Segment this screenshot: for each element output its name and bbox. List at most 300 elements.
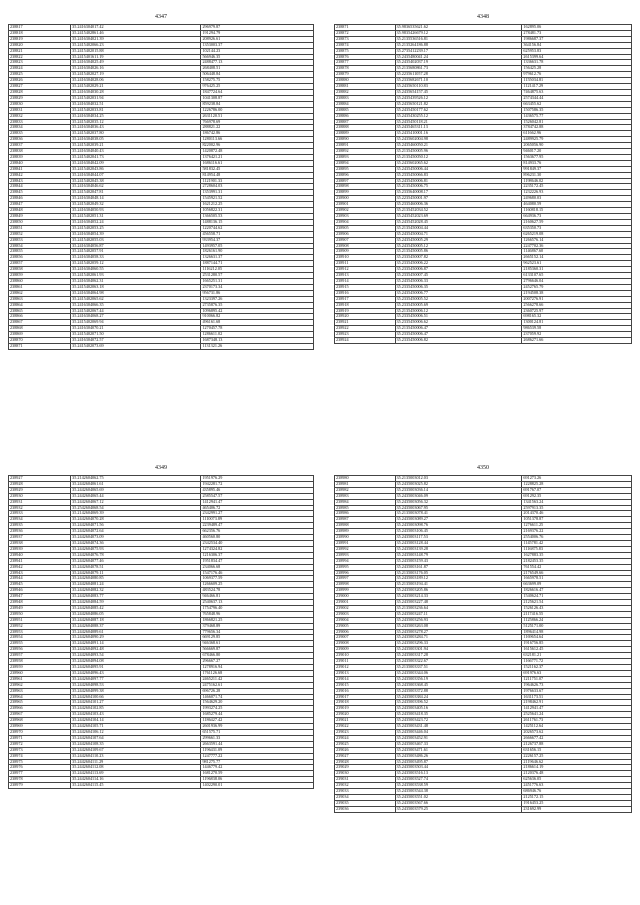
coordinate-cell: 35.2435003159.43	[395, 558, 522, 564]
row-id-cell: 238962	[9, 682, 71, 688]
value-cell: 1198646.02	[522, 178, 632, 184]
coordinate-cell: 35.2442604071.56	[71, 523, 201, 529]
value-cell: 1916453.25	[522, 800, 632, 806]
value-cell: 1761126.68	[201, 670, 314, 676]
coordinate-cell: 35.2415402037.80	[71, 131, 201, 137]
row-id-cell: 239001	[335, 600, 396, 606]
row-id-cell: 238918	[335, 302, 396, 308]
row-id-cell: 238916	[335, 290, 396, 296]
value-cell: 299661.33	[201, 735, 314, 741]
coordinate-cell: 35.2442604075.93	[71, 546, 201, 552]
row-id-cell: 238936	[9, 529, 71, 535]
coordinate-cell: 35.2435003544.38	[395, 789, 522, 795]
coordinate-cell: 35.2415402043.86	[71, 166, 201, 172]
row-id-cell: 239006	[335, 629, 396, 635]
coordinate-cell: 35.2442604109.67	[71, 747, 201, 753]
row-id-cell: 238866	[9, 314, 71, 320]
coordinate-cell: 35.2442604086.05	[71, 611, 201, 617]
row-id-cell: 238946	[9, 588, 71, 594]
coordinate-cell: 35.2442604065.44	[71, 493, 201, 499]
coordinate-cell: 35.2416304042.09	[71, 160, 201, 166]
coordinate-cell: 35.2435003098.76	[395, 523, 522, 529]
row-id-cell: 238878	[335, 66, 396, 72]
value-cell: 1226786.00	[201, 107, 314, 113]
coordinate-cell: 35.2415402035.12	[71, 119, 201, 125]
value-cell: 1121417.29	[522, 84, 632, 90]
value-cell: 1300124.81	[522, 320, 632, 326]
value-cell: 1247777.22	[201, 753, 314, 759]
coordinate-cell: 35.2415402063.18	[71, 284, 201, 290]
value-cell: 296667.27	[201, 659, 314, 665]
row-id-cell: 238958	[9, 659, 71, 665]
value-cell: 566946.35	[201, 54, 314, 60]
coordinate-cell: 35.2335450005.52	[395, 296, 522, 302]
row-id-cell: 238945	[9, 582, 71, 588]
row-id-cell: 238979	[9, 783, 71, 789]
coordinate-cell: 35.2416304054.39	[71, 231, 201, 237]
coordinate-cell: 35.2335450006.82	[395, 338, 522, 344]
coordinate-cell: 35.2442604112.08	[71, 765, 201, 771]
value-cell: 2125172.15	[522, 794, 632, 800]
value-cell: 2601936.99	[201, 724, 314, 730]
value-cell: 2014370.46	[522, 511, 632, 517]
row-id-cell: 238982	[335, 487, 396, 493]
row-id-cell: 238950	[9, 611, 71, 617]
row-id-cell: 238876	[335, 54, 396, 60]
value-cell: 1942281.72	[201, 481, 314, 487]
value-cell: 6133107.65	[522, 273, 632, 279]
value-cell: 102144.23	[201, 48, 314, 54]
row-id-cell: 239005	[335, 623, 396, 629]
row-id-cell: 238919	[335, 308, 396, 314]
coordinate-cell: 35.2416304040.43	[71, 149, 201, 155]
row-id-cell: 238882	[335, 89, 396, 95]
value-cell: 1326631.37	[201, 255, 314, 261]
coordinate-cell: 35.2135003176.05	[395, 570, 522, 576]
row-id-cell: 238837	[9, 143, 71, 149]
row-id-cell: 238893	[335, 154, 396, 160]
value-cell: 2126737.88	[522, 741, 632, 747]
coordinate-cell: 35.2435003495.87	[395, 759, 522, 765]
value-cell: 691273.26	[522, 476, 632, 482]
value-cell: 1116212.05	[201, 267, 314, 273]
row-id-cell: 238887	[335, 119, 396, 125]
value-cell: 2182453.35	[522, 558, 632, 564]
value-cell: 2007276.91	[522, 296, 632, 302]
coordinate-cell: 35.2435480041.24	[395, 54, 522, 60]
value-cell: 979612.76	[522, 72, 632, 78]
coordinate-cell: 35.2415402067.44	[71, 308, 201, 314]
row-id-cell: 238963	[9, 688, 71, 694]
coordinate-cell: 35.2435450006.33	[395, 278, 522, 284]
value-cell: 1425112.64	[522, 724, 632, 730]
coordinate-cell: 35.2435450005.12	[395, 243, 522, 249]
coordinate-cell: 35.2335450006.22	[395, 261, 522, 267]
value-cell: 2525641.24	[522, 712, 632, 718]
value-cell: 2185360.31	[522, 267, 632, 273]
value-cell: 1276611.25	[522, 523, 632, 529]
value-cell: 2117416.55	[522, 611, 632, 617]
coordinate-cell: 35.2435003384.24	[395, 694, 522, 700]
coordinate-cell: 35.2435003396.52	[395, 700, 522, 706]
value-cell: 234066.68	[201, 564, 314, 570]
value-cell: 465406.72	[201, 505, 314, 511]
value-cell: 1402290.01	[201, 783, 314, 789]
value-cell: 1493957.05	[201, 243, 314, 249]
value-cell: 635350.73	[522, 225, 632, 231]
coordinate-cell: 35.2415402029.21	[71, 84, 201, 90]
value-cell: 2540637.13	[201, 600, 314, 606]
row-id-cell: 238838	[9, 149, 71, 155]
coordinate-cell: 35.2442604096.43	[71, 670, 201, 676]
value-cell: 1160818.15	[522, 208, 632, 214]
value-cell: 698165.32	[522, 314, 632, 320]
row-id-cell: 238889	[335, 131, 396, 137]
row-id-cell: 238973	[9, 747, 71, 753]
coordinate-cell: 35.2416304062.31	[71, 278, 201, 284]
value-cell: 1681270.59	[201, 771, 314, 777]
value-cell: 1041308.87	[201, 95, 314, 101]
row-id-cell: 238996	[335, 570, 396, 576]
value-cell: 2342534.40	[201, 540, 314, 546]
value-cell: 2119646.62	[522, 759, 632, 765]
table-panel-bottom-right	[334, 465, 632, 813]
coordinate-cell: 35.2142604069.39	[71, 511, 201, 517]
coordinate-cell: 35.2335450006.35	[395, 284, 522, 290]
coordinate-cell: 35.2442604082.32	[71, 588, 201, 594]
value-cell: 1278916.94	[201, 665, 314, 671]
value-cell: 1547176.46	[201, 570, 314, 576]
coordinate-cell: 35.2435003431.48	[395, 724, 522, 730]
value-cell: 859238.84	[201, 101, 314, 107]
row-id-cell: 239035	[335, 800, 396, 806]
coordinate-cell: 35.2442604107.64	[71, 735, 201, 741]
value-cell: 1266609.25	[201, 582, 314, 588]
value-cell: 1826616.47	[522, 588, 632, 594]
row-id-cell: 238859	[9, 273, 71, 279]
value-cell: 1353003.37	[201, 42, 314, 48]
value-cell: 976425.25	[201, 84, 314, 90]
row-id-cell: 239007	[335, 635, 396, 641]
coordinate-cell: 35.2335450007.45	[395, 273, 522, 279]
coordinate-cell: 35.2442604090.29	[71, 635, 201, 641]
coordinate-cell: 35.2435003067.95	[395, 505, 522, 511]
coordinate-cell: 35.2415402861.46	[71, 30, 201, 36]
value-cell: 1563677.95	[522, 154, 632, 160]
coordinate-cell: 35.2435003467.33	[395, 741, 522, 747]
value-cell: 1051378.87	[522, 517, 632, 523]
coordinate-cell: 35.2235450001.97	[395, 196, 522, 202]
value-cell: 1488136.15	[201, 219, 314, 225]
coordinate-cell: 35.2435003527.74	[395, 777, 522, 783]
row-id-cell: 238885	[335, 107, 396, 113]
value-cell: 566669.87	[201, 647, 314, 653]
row-id-cell: 238841	[9, 166, 71, 172]
coordinate-cell: 35.2435003423.72	[395, 718, 522, 724]
value-cell: 464080.59	[522, 202, 632, 208]
coordinate-cell: 35.2435003503.44	[395, 765, 522, 771]
value-cell: 237059.92	[522, 332, 632, 338]
coordinate-cell: 35.2442604099.38	[71, 688, 201, 694]
coordinate-cell: 35.2435003471.61	[395, 747, 522, 753]
value-cell: 1540624.71	[522, 594, 632, 600]
value-cell: 686946.76	[522, 789, 632, 795]
row-id-cell: 238932	[9, 505, 71, 511]
value-cell: 946368.61	[201, 641, 314, 647]
value-cell: 249680.03	[522, 196, 632, 202]
value-cell: 1526126.43	[522, 605, 632, 611]
coordinate-cell: 35.2415402031.94	[71, 95, 201, 101]
coordinate-cell: 35.2415402041.73	[71, 154, 201, 160]
coordinate-cell: 35.2442604087.18	[71, 617, 201, 623]
table-panel-top-left	[8, 14, 314, 350]
coordinate-cell: 35.2442604114.16	[71, 777, 201, 783]
coordinate-cell: 35.2435450004.71	[395, 231, 522, 237]
value-cell: 2247702.36	[522, 243, 632, 249]
coordinate-cell: 35.2435003405.16	[395, 706, 522, 712]
row-id-cell: 238847	[9, 202, 71, 208]
value-cell: 1665978.51	[522, 576, 632, 582]
coordinate-cell: 35.2442604072.64	[71, 529, 201, 535]
coordinate-cell: 35.2435003128.44	[395, 540, 522, 546]
coordinate-cell: 35.2416304058.33	[71, 255, 201, 261]
row-id-cell: 238988	[335, 523, 396, 529]
row-id-cell: 238897	[335, 178, 396, 184]
row-id-cell: 238846	[9, 196, 71, 202]
row-id-cell: 238911	[335, 261, 396, 267]
value-cell: 1125866.24	[522, 617, 632, 623]
coordinate-cell: 35.2442604078.51	[71, 564, 201, 570]
row-id-cell: 238949	[9, 605, 71, 611]
row-id-cell: 238828	[9, 89, 71, 95]
row-id-cell: 238998	[335, 582, 396, 588]
row-id-cell: 238935	[9, 523, 71, 529]
value-cell: 1110073.89	[201, 517, 314, 523]
row-id-cell: 238994	[335, 558, 396, 564]
value-cell: 1564629.20	[201, 700, 314, 706]
value-cell: 765848.96	[201, 611, 314, 617]
value-cell: 1270457.78	[201, 326, 314, 332]
value-cell: 2370173.34	[201, 284, 314, 290]
row-id-cell: 238833	[9, 119, 71, 125]
row-id-cell: 238823	[9, 60, 71, 66]
value-cell: 611662.96	[522, 131, 632, 137]
coordinate-cell: 35.2415402057.91	[71, 249, 201, 255]
value-cell: 1266576.14	[522, 237, 632, 243]
row-id-cell: 238956	[9, 647, 71, 653]
row-id-cell: 238940	[9, 552, 71, 558]
coordinate-cell: 35.2335450007.82	[395, 255, 522, 261]
coordinate-cell: 35.2135536516.81	[395, 36, 522, 42]
row-id-cell: 238969	[9, 724, 71, 730]
table-panel-bottom-left	[8, 465, 314, 789]
coordinate-cell: 35.2415402053.25	[71, 225, 201, 231]
value-cell: 1665251.31	[201, 278, 314, 284]
coordinate-cell: 35.2142604062.75	[71, 476, 201, 482]
table-title: 4348	[477, 14, 489, 20]
row-id-cell: 238892	[335, 149, 396, 155]
row-id-cell: 238943	[9, 570, 71, 576]
value-cell: 1336631.78	[522, 60, 632, 66]
value-cell: 761554.42	[522, 564, 632, 570]
value-cell: 1121901.33	[201, 178, 314, 184]
value-cell: 2666677.42	[522, 735, 632, 741]
row-id-cell: 238901	[335, 202, 396, 208]
row-id-cell: 238933	[9, 511, 71, 517]
value-cell: 231692.99	[522, 806, 632, 812]
value-cell: 1826161.90	[201, 249, 314, 255]
row-id-cell: 238877	[335, 60, 396, 66]
value-cell: 6265219.08	[522, 231, 632, 237]
row-id-cell: 238980	[335, 476, 396, 482]
row-id-cell: 238874	[335, 42, 396, 48]
row-id-cell: 238984	[335, 499, 396, 505]
row-id-cell: 238915	[335, 284, 396, 290]
row-id-cell: 238888	[335, 125, 396, 131]
value-cell: 2452765.79	[522, 284, 632, 290]
value-cell: 1353991.31	[201, 190, 314, 196]
coordinate-cell: 35.2135450006.47	[395, 326, 522, 332]
coordinate-cell: 35.2442604070.28	[71, 517, 201, 523]
value-cell: 1186427.42	[201, 718, 314, 724]
coordinate-cell: 35.2442604076.78	[71, 552, 201, 558]
value-cell: 2176549.66	[522, 570, 632, 576]
row-id-cell: 238880	[335, 78, 396, 84]
row-id-cell: 238990	[335, 535, 396, 541]
coordinate-cell: 35.2435450006.81	[395, 178, 522, 184]
coordinate-cell: 35.2442604103.43	[71, 712, 201, 718]
coordinate-cell: 35.2416304026.16	[71, 66, 201, 72]
coordinate-cell: 35.2442604110.23	[71, 753, 201, 759]
row-id-cell: 238953	[9, 629, 71, 635]
value-cell: 1951976.29	[201, 476, 314, 482]
value-cell: 1507586.35	[522, 107, 632, 113]
row-id-cell: 238991	[335, 540, 396, 546]
coordinate-cell: 35.2435650110.83	[395, 84, 522, 90]
value-cell: 2475162.61	[201, 682, 314, 688]
row-id-cell: 238858	[9, 267, 71, 273]
value-cell: 1169654.64	[522, 635, 632, 641]
coordinate-cell: 35.2335640008.17	[395, 190, 522, 196]
value-cell: 2160627.59	[522, 219, 632, 225]
coordinate-cell: 35.2435452023.69	[395, 214, 522, 220]
coordinate-cell: 35.2416304032.51	[71, 101, 201, 107]
coordinate-cell: 35.2135003236.64	[395, 605, 522, 611]
row-id-cell: 238999	[335, 588, 396, 594]
coordinate-cell: 35.2335460006.36	[395, 202, 522, 208]
table-row	[335, 338, 632, 344]
value-cell: 2489925.79	[522, 137, 632, 143]
coordinate-cell: 35.2435460050.21	[395, 143, 522, 149]
coordinate-cell: 35.2335450006.51	[395, 314, 522, 320]
coordinate-cell: 35.2442604092.48	[71, 647, 201, 653]
coordinate-cell: 35.2442604108.35	[71, 741, 201, 747]
coordinate-cell: 35.2415402045.38	[71, 178, 201, 184]
value-cell: 483524.78	[201, 588, 314, 594]
value-cell: 2169376.22	[522, 529, 632, 535]
row-id-cell: 238955	[9, 641, 71, 647]
coordinate-cell: 35.2416304046.62	[71, 184, 201, 190]
row-id-cell: 238851	[9, 225, 71, 231]
row-id-cell: 238987	[335, 517, 396, 523]
row-id-cell: 238875	[335, 48, 396, 54]
row-id-cell: 238817	[9, 25, 71, 31]
coordinate-cell: 35.2442604074.36	[71, 540, 201, 546]
coordinate-cell: 35.2435003161.87	[395, 564, 522, 570]
coordinate-cell: 35.2415402055.03	[71, 237, 201, 243]
value-cell: 1196431.09	[201, 747, 314, 753]
row-id-cell: 239004	[335, 617, 396, 623]
value-cell: 3784742.88	[522, 125, 632, 131]
row-id-cell: 238879	[335, 72, 396, 78]
row-id-cell: 238981	[335, 481, 396, 487]
row-id-cell: 238856	[9, 255, 71, 261]
table-row	[9, 783, 314, 789]
value-cell: 496161.68	[201, 320, 314, 326]
row-id-cell: 238854	[9, 243, 71, 249]
row-id-cell: 238886	[335, 113, 396, 119]
coordinate-cell: 35.2435450006.77	[395, 290, 522, 296]
value-cell: 1412941.47	[522, 706, 632, 712]
value-cell: 625953.83	[522, 48, 632, 54]
data-table	[334, 475, 632, 813]
coordinate-cell: 35.2435003344.06	[395, 670, 522, 676]
coordinate-cell: 35.2435003256.93	[395, 617, 522, 623]
coordinate-cell: 35.2416304064.98	[71, 290, 201, 296]
row-id-cell: 238959	[9, 665, 71, 671]
row-id-cell: 238871	[335, 25, 396, 31]
value-cell: 962523.61	[522, 261, 632, 267]
value-cell: 1526042.81	[522, 119, 632, 125]
row-id-cell: 238978	[9, 777, 71, 783]
coordinate-cell: 35.2335003036.14	[395, 487, 522, 493]
value-cell: 1056822.31	[201, 208, 314, 214]
coordinate-cell: 35.2416304034.25	[71, 113, 201, 119]
row-id-cell: 238909	[335, 249, 396, 255]
row-id-cell: 238845	[9, 190, 71, 196]
row-id-cell: 238993	[335, 552, 396, 558]
row-id-cell: 238867	[9, 320, 71, 326]
value-cell: 2226157.25	[522, 753, 632, 759]
value-cell: 956731.86	[201, 290, 314, 296]
row-id-cell: 238944	[9, 576, 71, 582]
row-id-cell: 238826	[9, 78, 71, 84]
row-id-cell: 238928	[9, 481, 71, 487]
value-cell: 1521162.37	[522, 665, 632, 671]
coordinate-cell: 35.2435003148.79	[395, 552, 522, 558]
coordinate-cell: 35.2435003106.45	[395, 529, 522, 535]
value-cell: 691292.35	[522, 493, 632, 499]
row-id-cell: 238965	[9, 700, 71, 706]
row-id-cell: 238985	[335, 505, 396, 511]
row-id-cell: 238968	[9, 718, 71, 724]
row-id-cell: 239012	[335, 665, 396, 671]
coordinate-cell: 35.2335450066.83	[395, 172, 522, 178]
row-id-cell: 239013	[335, 670, 396, 676]
row-id-cell: 239030	[335, 771, 396, 777]
row-id-cell: 238862	[9, 290, 71, 296]
coordinate-cell: 35.2416304050.93	[71, 208, 201, 214]
row-id-cell: 238820	[9, 42, 71, 48]
row-id-cell: 239034	[335, 794, 396, 800]
coordinate-cell: 35.2435003356.19	[395, 676, 522, 682]
value-cell: 1993274.25	[201, 706, 314, 712]
coordinate-cell: 35.9836535621.62	[395, 25, 522, 31]
coordinate-cell: 35.2135003078.41	[395, 511, 522, 517]
value-cell: 1116875.83	[522, 546, 632, 552]
row-id-cell: 238860	[9, 278, 71, 284]
coordinate-cell: 35.2435450005.29	[395, 237, 522, 243]
